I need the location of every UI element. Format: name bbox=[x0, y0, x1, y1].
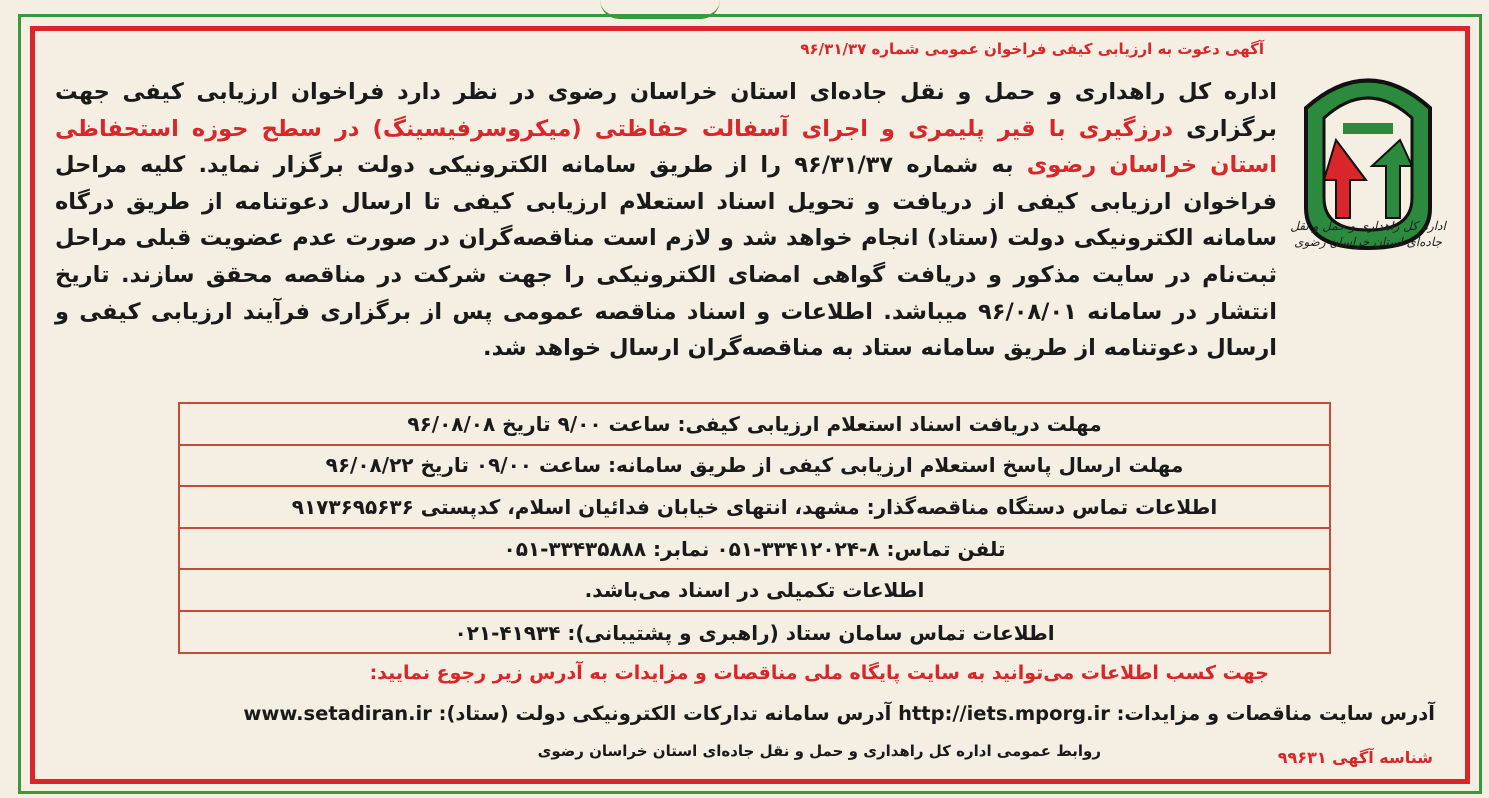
body-details: به شماره ۹۶/۳۱/۳۷ را از طریق سامانه الکترونیکی دولت برگزار نماید. کلیه مراحل فراخوان ارزیابی کیفی از دریافت و تحویل اسناد استعلام ارزیابی کیفی تا ارسال دعوتنامه از طریق درگاه سامانه الکترونیکی دولت (ستاد) انجام خواهد شد و لازم است مناقصه‌گران در صورت عدم عضویت قبلی مراحل ثبت‌نام در سایت مذکور و دریافت گواهی امضای الکترونیکی را جهت شرکت در مناقصه محقق سازند. تاریخ انتشار در سامانه ۹۶/۰۸/۰۱ میباشد. اطلاعات و اسناد مناقصه عمومی پس از برگزاری فرآیند ارزیابی کیفی و ارسال دعوتنامه از طریق سامانه ستاد به مناقصه‌گران ارسال خواهد شد. bbox=[55, 152, 1277, 362]
info-table bbox=[178, 402, 1331, 654]
website-addresses: آدرس سایت مناقصات و مزایدات: http://iets.mporg.ir آدرس سامانه تدارکات الکترونیکی دولت (ستاد): www.setadiran.ir bbox=[243, 702, 1435, 725]
ad-body bbox=[55, 74, 1277, 367]
info-row-phone: تلفن تماس: ۸-۳۳۴۱۲۰۲۴-۰۵۱ نمابر: ۳۳۴۳۵۸۸۸-۰۵۱ bbox=[180, 529, 1329, 571]
logo-caption: اداره کل راهداری و حمل و نقل جاده‌ای استان خراسان رضوی bbox=[1290, 219, 1446, 249]
info-notice: جهت کسب اطلاعات می‌توانید به سایت پایگاه ملی مناقصات و مزایدات به آدرس زیر رجوع نمایید: bbox=[369, 662, 1269, 684]
public-relations: روابط عمومی اداره کل راهداری و حمل و نقل جاده‌ای استان خراسان رضوی bbox=[537, 742, 1101, 760]
body-intro: اداره کل راهداری و حمل و نقل جاده‌ای استان خراسان رضوی در نظر دارد فراخوان ارزیابی کیفی جهت برگزاری bbox=[55, 79, 1277, 142]
top-decoration bbox=[600, 0, 720, 19]
ad-heading: آگهی دعوت به ارزیابی کیفی فراخوان عمومی شماره ۹۶/۳۱/۳۷ bbox=[800, 40, 1264, 58]
info-row-response-deadline: مهلت ارسال پاسخ استعلام ارزیابی کیفی از طریق سامانه: ساعت ۰۹/۰۰ تاریخ ۹۶/۰۸/۲۲ bbox=[180, 446, 1329, 488]
ad-identifier: شناسه آگهی ۹۹۶۳۱ bbox=[1277, 748, 1433, 767]
info-row-additional-info: اطلاعات تکمیلی در اسناد می‌باشد. bbox=[180, 570, 1329, 612]
info-row-document-deadline: مهلت دریافت اسناد استعلام ارزیابی کیفی: ساعت ۹/۰۰ تاریخ ۹۶/۰۸/۰۸ bbox=[180, 404, 1329, 446]
info-row-setad-support: اطلاعات تماس سامان ستاد (راهبری و پشتیبانی): ۴۱۹۳۴-۰۲۱ bbox=[454, 620, 1055, 645]
info-row-contact-address: اطلاعات تماس دستگاه مناقصه‌گذار: مشهد، انتهای خیابان فدائیان اسلام، کدپستی ۹۱۷۳۶۹۵۶۳۶ bbox=[180, 487, 1329, 529]
body-subject: درزگیری با قیر پلیمری و اجرای آسفالت حفاظتی (میکروسرفیسینگ) در سطح حوزه استحفاظی استان خراسان رضوی bbox=[55, 115, 1277, 179]
